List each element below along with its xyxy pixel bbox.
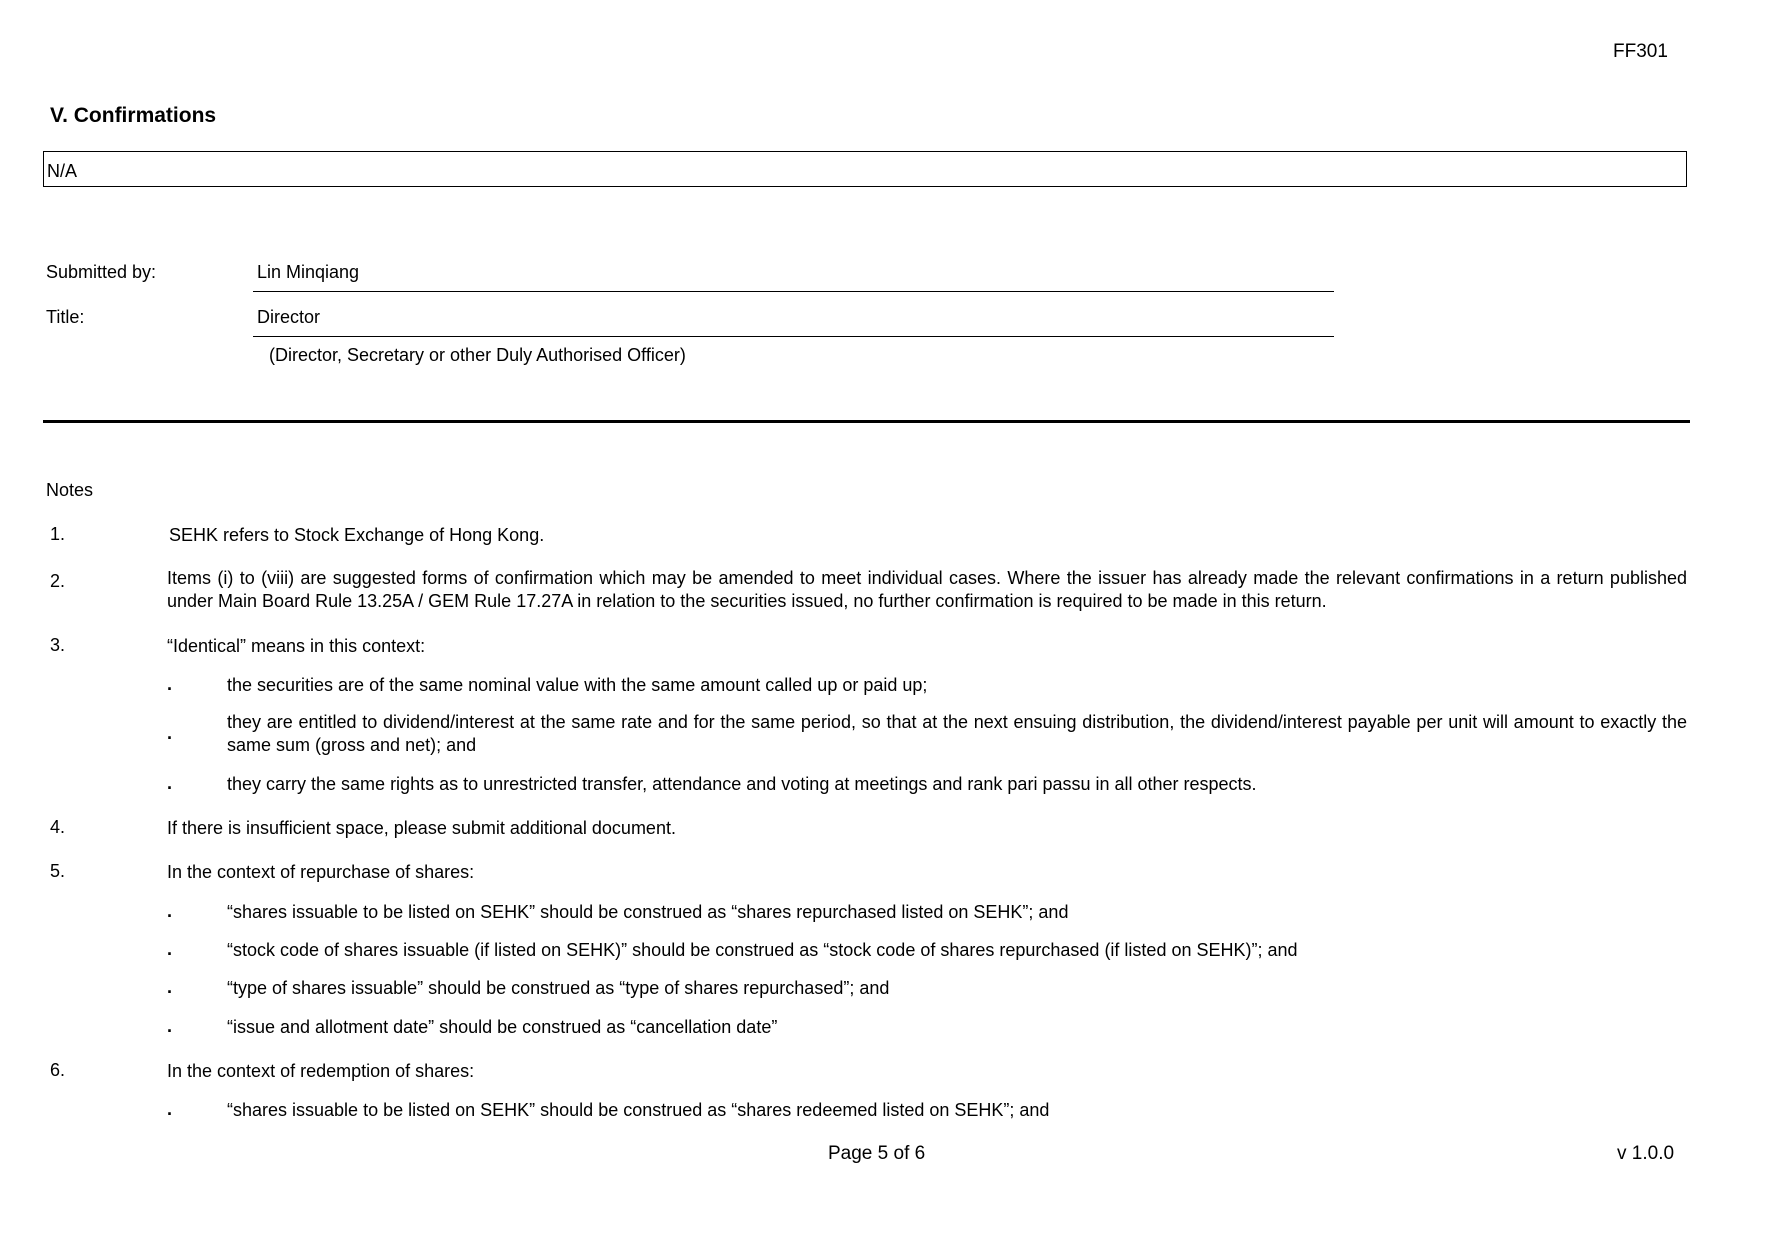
note-text: If there is insufficient space, please submit additional document. bbox=[167, 818, 676, 838]
title-line bbox=[253, 336, 1334, 337]
bullet-text: “stock code of shares issuable (if listed on SEHK)” should be construed as “stock code of shares repurchased (if listed on SEHK)”; and bbox=[227, 940, 1298, 960]
note-number: 1. bbox=[50, 524, 66, 544]
section-divider bbox=[43, 420, 1690, 423]
form-code: FF301 bbox=[1613, 41, 1668, 62]
title-hint: (Director, Secretary or other Duly Authorised Officer) bbox=[269, 345, 686, 365]
bullet-marker: . bbox=[167, 901, 173, 921]
bullet-text: “shares issuable to be listed on SEHK” should be construed as “shares redeemed listed on SEHK”; and bbox=[227, 1100, 1050, 1120]
bullet-marker: . bbox=[167, 773, 173, 793]
note-number: 6. bbox=[50, 1060, 66, 1080]
submitted-by-label: Submitted by: bbox=[46, 262, 157, 282]
note-text: In the context of redemption of shares: bbox=[167, 1061, 475, 1081]
note-number: 4. bbox=[50, 817, 66, 837]
confirmations-box bbox=[43, 151, 1687, 187]
note-number: 2. bbox=[50, 571, 66, 591]
bullet-text: “issue and allotment date” should be construed as “cancellation date” bbox=[227, 1017, 778, 1037]
bullet-marker: . bbox=[167, 1016, 173, 1036]
confirmations-value: N/A bbox=[47, 161, 78, 181]
title-value: Director bbox=[257, 307, 321, 327]
note-number: 3. bbox=[50, 635, 66, 655]
bullet-marker: . bbox=[167, 939, 173, 959]
bullet-marker: . bbox=[167, 723, 173, 743]
bullet-marker: . bbox=[167, 1099, 173, 1119]
note-text: Items (i) to (viii) are suggested forms of confirmation which may be amended to meet individual cases. Where the issuer has already made the relevant confirmations in a return published under Main Board Rule 13.25A / GEM Rule 17.27A in relation to the securities issued, no further confirmation is required to be made in this return. bbox=[167, 568, 1687, 611]
bullet-text: the securities are of the same nominal value with the same amount called up or paid up; bbox=[227, 675, 928, 695]
title-label: Title: bbox=[46, 307, 85, 327]
section-title: V. Confirmations bbox=[50, 104, 217, 127]
note-text: “Identical” means in this context: bbox=[167, 636, 426, 656]
version-label: v 1.0.0 bbox=[1617, 1143, 1675, 1164]
bullet-marker: . bbox=[167, 977, 173, 997]
bullet-text: “type of shares issuable” should be construed as “type of shares repurchased”; and bbox=[227, 978, 890, 998]
bullet-text: they are entitled to dividend/interest at the same rate and for the same period, so that at the next ensuing distribution, the dividend/interest payable per unit will amount to exactly the same sum (gross and net); and bbox=[227, 712, 1687, 755]
note-number: 5. bbox=[50, 861, 66, 881]
bullet-text: they carry the same rights as to unrestricted transfer, attendance and voting at meetings and rank pari passu in all other respects. bbox=[227, 774, 1257, 794]
notes-heading: Notes bbox=[46, 480, 94, 500]
note-text: In the context of repurchase of shares: bbox=[167, 862, 475, 882]
note-text: SEHK refers to Stock Exchange of Hong Kong. bbox=[169, 525, 545, 545]
submitted-by-line bbox=[253, 291, 1334, 292]
submitted-by-value: Lin Minqiang bbox=[257, 262, 360, 282]
bullet-marker: . bbox=[167, 674, 173, 694]
bullet-text: “shares issuable to be listed on SEHK” should be construed as “shares repurchased listed on SEHK”; and bbox=[227, 902, 1069, 922]
page-number: Page 5 of 6 bbox=[828, 1143, 926, 1164]
